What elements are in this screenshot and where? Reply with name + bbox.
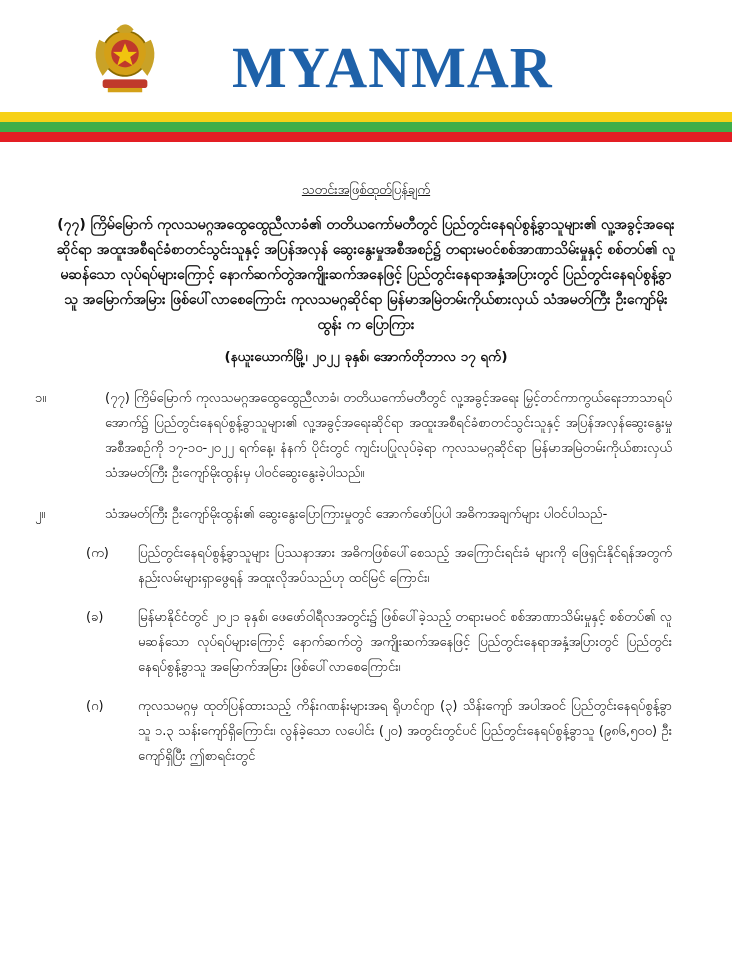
state-seal-emblem-icon [82, 14, 168, 100]
sub-point-text: ကုလသမဂ္ဂမှ ထုတ်ပြန်ထားသည့် ကိန်းဂဏန်းများအရ ရိုဟင်ဂျာ (၃) သိန်းကျော် အပါအဝင် ပြည်တွင်းနေရပ်စွန့်ခွာသူ ၁.၃ သန်းကျော်ရှိကြောင်း၊ လွန်ခဲ့သော လပေါင်း (၂၀) အတွင်းတွင်ပင် ပြည်တွင်းနေရပ်စွန့်ခွာသူ (၉၈၆,၅၀၀) ဦးကျော်ရှိပြီး ဤစာရင်းတွင် [138, 699, 672, 764]
sub-point-label: (ခ) [86, 610, 104, 625]
letterhead [0, 0, 732, 112]
paragraph-text: သံအမတ်ကြီး ဦးကျော်မိုးထွန်း၏ ဆွေးနွေးပြောကြားမှုတွင် အောက်ဖော်ပြပါ အဓိကအချက်များ ပါဝင်ပါသည်- [105, 507, 608, 522]
paragraph-1 [35, 386, 672, 486]
paragraph-text: (၇၇) ကြိမ်မြောက် ကုလသမဂ္ဂအထွေထွေညီလာခံ၊ တတိယကော်မတီတွင် လူ့အခွင့်အရေး မြှင့်တင်ကာကွယ်ရေးဘာသာရပ်အောက်၌ ပြည်တွင်းနေရပ်စွန့်ခွာသူများ၏ လူ့အခွင့်အရေးဆိုင်ရာ အထူးအစီရင်ခံစာတင်သွင်းသူနှင့် အပြန်အလှန်ဆွေးနွေးမှုအစီအစဉ်ကို ၁၇-၁၀-၂၀၂၂ ရက်နေ့၊ နံနက် ပိုင်းတွင် ကျင်းပပြုလုပ်ခဲ့ရာ ကုလသမဂ္ဂဆိုင်ရာ မြန်မာအမြဲတမ်းကိုယ်စားလှယ် သံအမတ်ကြီး ဦးကျော်မိုးထွန်းမှ ပါဝင်ဆွေးနွေးခဲ့ပါသည်။ [105, 391, 672, 481]
paragraph-2 [35, 502, 672, 527]
paragraph-number: ၂။ [35, 507, 46, 522]
sub-point-text: မြန်မာနိုင်ငံတွင် ၂၀၂၁ ခုနှစ်၊ ဖေဖော်ဝါရီလအတွင်း၌ ဖြစ်ပေါ်ခဲ့သည့် တရားမဝင် စစ်အာဏာသိမ်းမှုနှင့် စစ်တပ်၏ လူမဆန်သော လုပ်ရပ်များကြောင့် နောက်ဆက်တွဲ အကျိုးဆက်အနေဖြင့် ပြည်တွင်းနေရာအနှံ့အပြားတွင် ပြည်တွင်းနေရပ်စွန့်ခွာသူ အမြောက်အမြား ဖြစ်ပေါ်လာစေကြောင်း၊ [138, 610, 672, 675]
header-title: MYANMAR [232, 35, 553, 100]
sub-point-ga [86, 694, 672, 769]
stripe-green [0, 122, 732, 132]
document-body [0, 160, 732, 769]
stripe-red [0, 132, 732, 142]
dateline: (နယူးယောက်မြို့၊ ၂၀၂၂ ခုနှစ်၊ အောက်တိုဘာလ ၁၇ ရက်) [224, 349, 508, 365]
sub-point-label: (ဂ) [86, 699, 104, 714]
sub-point-ka [86, 541, 672, 591]
sub-point-label: (က) [86, 546, 109, 561]
paragraph-number: ၁။ [35, 391, 47, 406]
document-headline: (၇၇) ကြိမ်မြောက် ကုလသမဂ္ဂအထွေထွေညီလာခံ၏ တတိယကော်မတီတွင် ပြည်တွင်းနေရပ်စွန့်ခွာသူများ၏ လူ့အခွင့်အရေးဆိုင်ရာ အထူးအစီရင်ခံစာတင်သွင်းသူနှင့် အပြန်အလှန် ဆွေးနွေးမှုအစီအစဉ်၌ တရားမဝင်စစ်အာဏာသိမ်းမှုနှင့် စစ်တပ်၏ လူမဆန်သော လုပ်ရပ်များကြောင့် နောက်ဆက်တွဲအကျိုးဆက်အနေဖြင့် ပြည်တွင်းနေရာအနှံ့အပြားတွင် ပြည်တွင်းနေရပ်စွန့်ခွာသူ အမြောက်အမြား ဖြစ်ပေါ်လာစေကြောင်း ကုလသမဂ္ဂဆိုင်ရာ မြန်မာအမြဲတမ်းကိုယ်စားလှယ် သံအမတ်ကြီး ဦးကျော်မိုးထွန်း က ပြောကြား [56, 217, 676, 333]
sub-point-text: ပြည်တွင်းနေရပ်စွန့်ခွာသူများ ပြဿနာအား အဓိကဖြစ်ပေါ်စေသည့် အကြောင်းရင်းခံ များကို ဖြေရှင်းနိုင်ရန်အတွက် နည်းလမ်းများရှာဖွေရန် အထူးလိုအပ်သည်ဟု ထင်မြင် ကြောင်း၊ [138, 546, 672, 586]
sub-point-kha [86, 605, 672, 680]
flag-stripes [0, 112, 732, 142]
stripe-yellow [0, 112, 732, 122]
document-heading: သတင်းအဖြစ်ထုတ်ပြန်ချက် [301, 183, 431, 198]
